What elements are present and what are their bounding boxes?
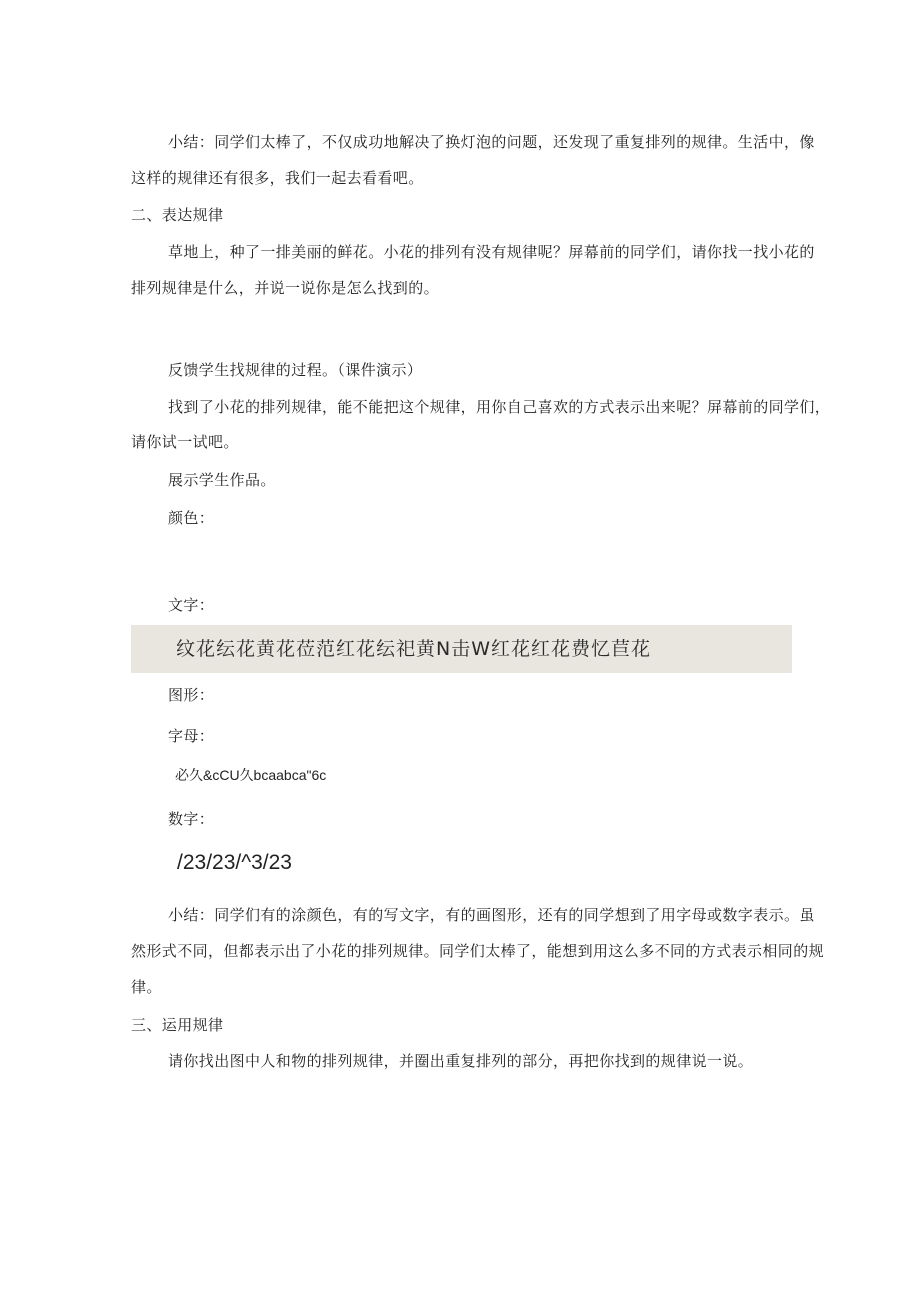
number-example: /23/23/^3/23: [177, 851, 292, 874]
summary-paragraph-line: 小结：同学们太棒了，不仅成功地解决了换灯泡的问题，还发现了重复排列的规律。生活中，像: [168, 133, 815, 151]
shape-label: 图形：: [168, 686, 215, 704]
text-example: 纹花纭花黄花莅范红花纭祀黄N击W红花红花费忆苣花: [176, 638, 652, 660]
summary-paragraph-line: 律。: [131, 978, 162, 996]
summary-paragraph-line: 然形式不同，但都表示出了小花的排列规律。同学们太棒了，能想到用这么多不同的方式表示相同的规: [131, 942, 825, 960]
body-paragraph: 展示学生作品。: [168, 471, 276, 489]
body-paragraph-line: 草地上，种了一排美丽的鲜花。小花的排列有没有规律呢？屏幕前的同学们，请你找一找小花的: [168, 243, 815, 261]
color-label: 颜色：: [168, 509, 215, 527]
body-paragraph: 请你找出图中人和物的排列规律，并圈出重复排列的部分，再把你找到的规律说一说。: [168, 1052, 754, 1070]
section-heading: 二、表达规律: [131, 206, 224, 224]
body-paragraph: 反馈学生找规律的过程。（课件演示）: [168, 361, 423, 379]
summary-paragraph-line: 小结：同学们有的涂颜色，有的写文字，有的画图形，还有的同学想到了用字母或数字表示。虽: [168, 906, 815, 924]
letter-example: 必久&cCU久bcaabca"6c: [175, 767, 327, 783]
body-paragraph-line: 找到了小花的排列规律，能不能把这个规律，用你自己喜欢的方式表示出来呢？屏幕前的同学们，: [168, 398, 831, 416]
body-paragraph-line: 请你试一试吧。: [131, 433, 239, 451]
letter-label: 字母：: [168, 727, 215, 745]
body-paragraph-line: 排列规律是什么，并说一说你是怎么找到的。: [131, 279, 440, 297]
number-label: 数字：: [168, 810, 215, 828]
text-example-band: [131, 625, 792, 673]
text-label: 文字：: [168, 596, 215, 614]
summary-paragraph-line: 这样的规律还有很多，我们一起去看看吧。: [131, 169, 424, 187]
section-heading: 三、运用规律: [131, 1016, 224, 1034]
